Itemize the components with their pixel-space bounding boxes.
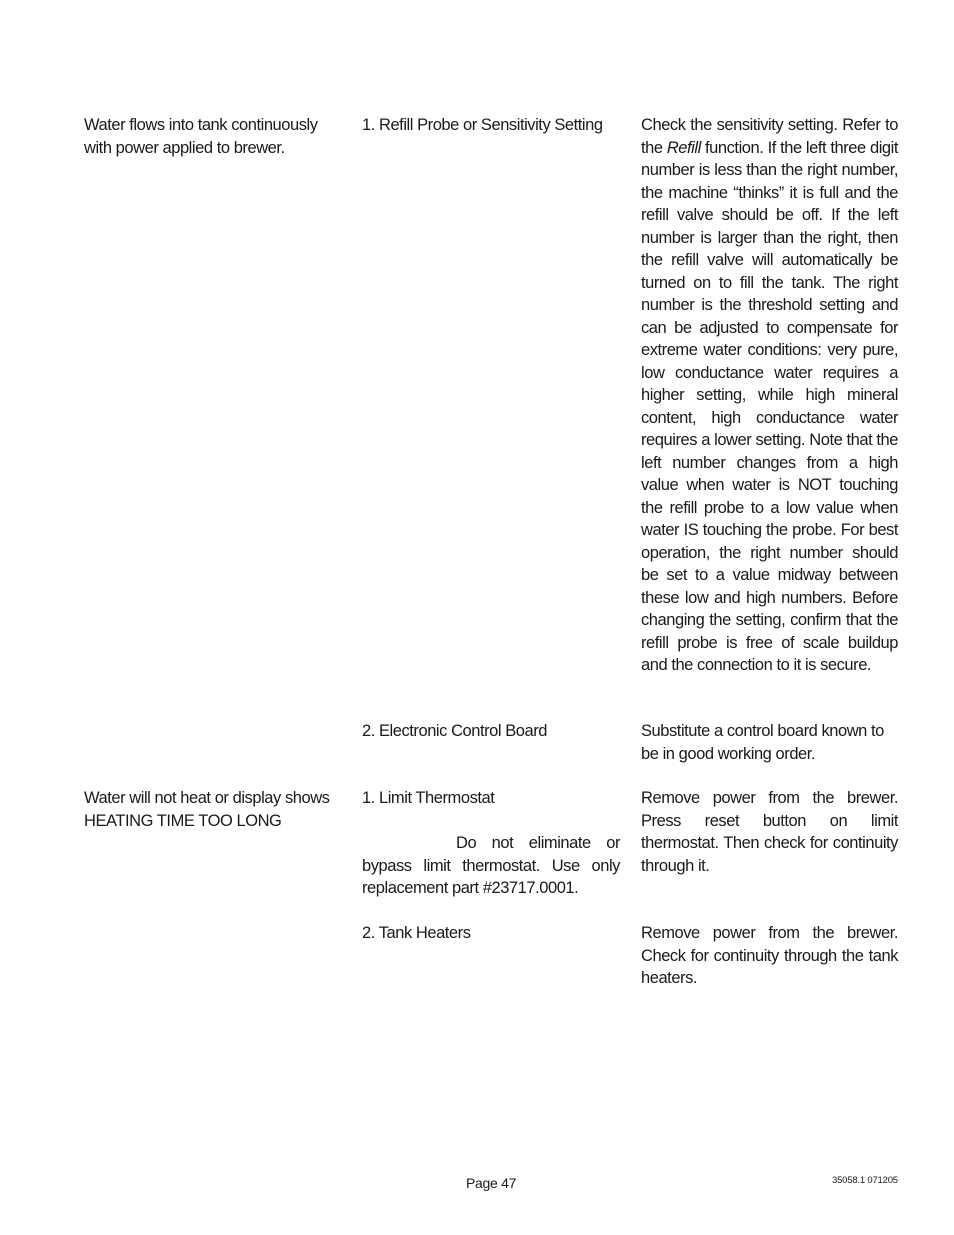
cause-limit-thermostat: 1. Limit Thermostat bbox=[362, 789, 495, 807]
refill-function-emphasis: Refill bbox=[666, 138, 701, 157]
page-number: Page 47 bbox=[466, 1175, 517, 1191]
remedy-text-part2: function. If the left three digit number is less than the right number, the machine “thinks” it is full and the refill valve should be off. If the left number is larger than the right, then the refill valve will automatically be turned on to fill the tank. The right number is the threshold setting and can be adjusted to compensate for extreme water conditions: very pure, low conductance water requires a higher setting, while high mineral content, high conductance water requires a lower setting. Note that the left number changes from a high value when water is NOT touching the refill probe to a low value when water IS touching the probe. For best operation, the right number should be set to a value midway between these low and high numbers. Before changing the setting, confirm that the refill probe is free of scale buildup and the connection to it is secure. bbox=[641, 138, 898, 674]
remedy-text-part1: Check the sensitivity setting. Refer to the bbox=[641, 116, 898, 157]
thermostat-warning-text: Do not eliminate or bypass limit thermostat. Use only replacement part #23717.0001. bbox=[362, 834, 620, 897]
cause-refill-probe: 1. Refill Probe or Sensitivity Setting bbox=[362, 116, 603, 134]
remedy-reset-thermostat: Remove power from the brewer. Press reset button on limit thermostat. Then check for continuity through it. bbox=[641, 789, 898, 875]
remedy-substitute-board: Substitute a control board known to be in good working order. bbox=[641, 722, 884, 763]
document-code: 35058.1 071205 bbox=[832, 1175, 898, 1186]
problem-water-flows-continuously: Water flows into tank continuously with power applied to brewer. bbox=[84, 116, 318, 157]
thermostat-warning-note bbox=[362, 832, 620, 900]
remedy-check-heaters: Remove power from the brewer. Check for continuity through the tank heaters. bbox=[641, 924, 898, 987]
remedy-sensitivity-setting bbox=[641, 114, 898, 677]
cause-control-board: 2. Electronic Control Board bbox=[362, 722, 548, 740]
problem-water-not-heat: Water will not heat or display shows HEATING TIME TOO LONG bbox=[84, 789, 330, 830]
cause-tank-heaters: 2. Tank Heaters bbox=[362, 924, 471, 942]
